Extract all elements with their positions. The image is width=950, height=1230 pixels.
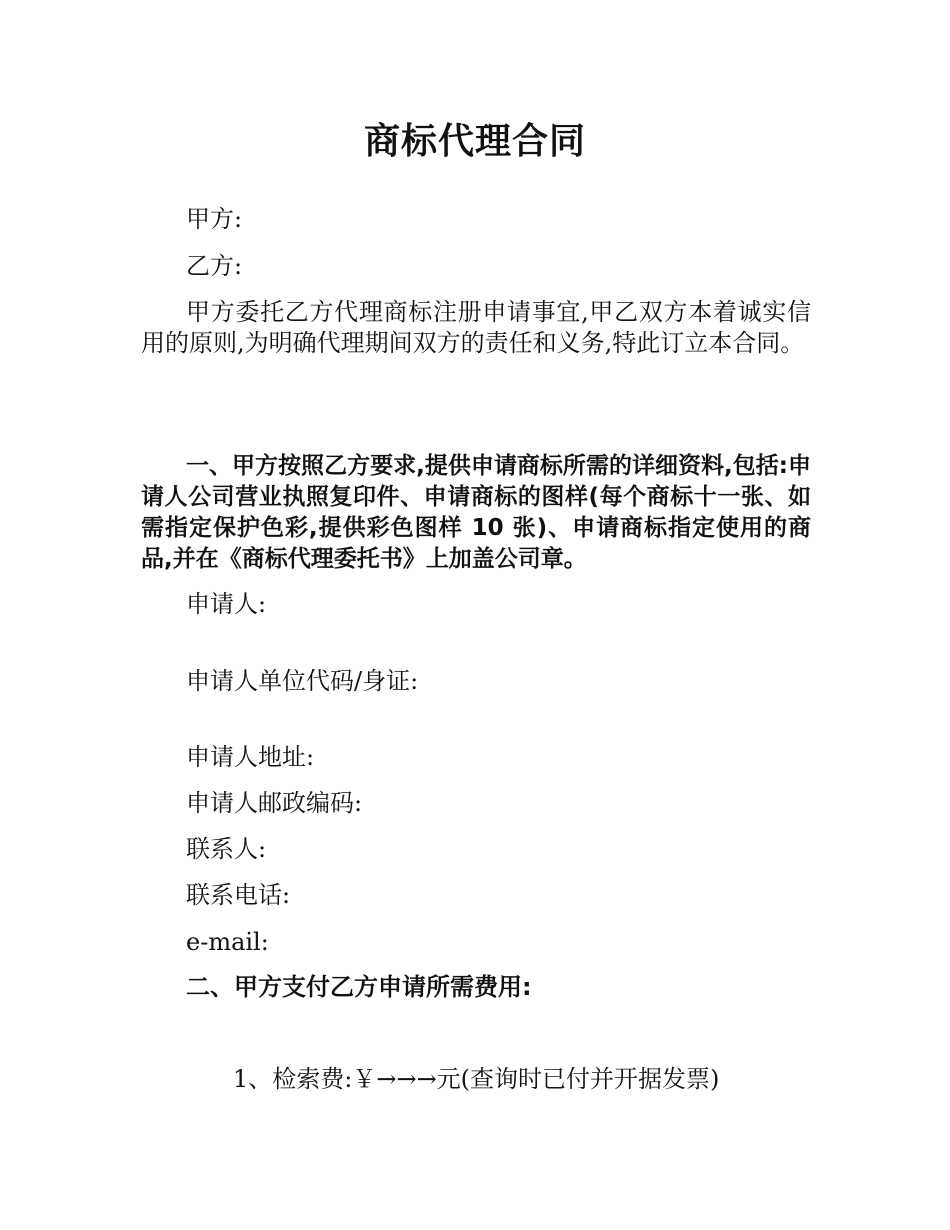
applicant-code-field: 申请人单位代码/身证:	[186, 667, 419, 695]
contact-person-field: 联系人:	[186, 835, 267, 863]
section-1-paragraph: 一、甲方按照乙方要求,提供申请商标所需的详细资料,包括:申请人公司营业执照复印件、申请商标的图样(每个商标十一张、如需指定保护色彩,提供彩色图样 10 张)、申请商标指定使用的商品,并在《商标代理委托书》上加盖公司章。	[141, 453, 811, 572]
intro-paragraph: 甲方委托乙方代理商标注册申请事宜,甲乙双方本着诚实信用的原则,为明确代理期间双方的责任和义务,特此订立本合同。	[141, 298, 811, 357]
contact-phone-field: 联系电话:	[186, 881, 291, 909]
party-b-label: 乙方:	[186, 252, 243, 280]
email-field: e-mail:	[186, 928, 269, 956]
section-2-heading: 二、甲方支付乙方申请所需费用:	[186, 973, 532, 1001]
applicant-field: 申请人:	[186, 590, 267, 618]
applicant-postcode-field: 申请人邮政编码:	[186, 789, 363, 817]
applicant-address-field: 申请人地址:	[186, 743, 315, 771]
fee-item-search: 1、检索费:￥→→→元(查询时已付并开据发票)	[233, 1065, 720, 1093]
party-a-label: 甲方:	[186, 205, 243, 233]
document-title: 商标代理合同	[363, 121, 586, 162]
